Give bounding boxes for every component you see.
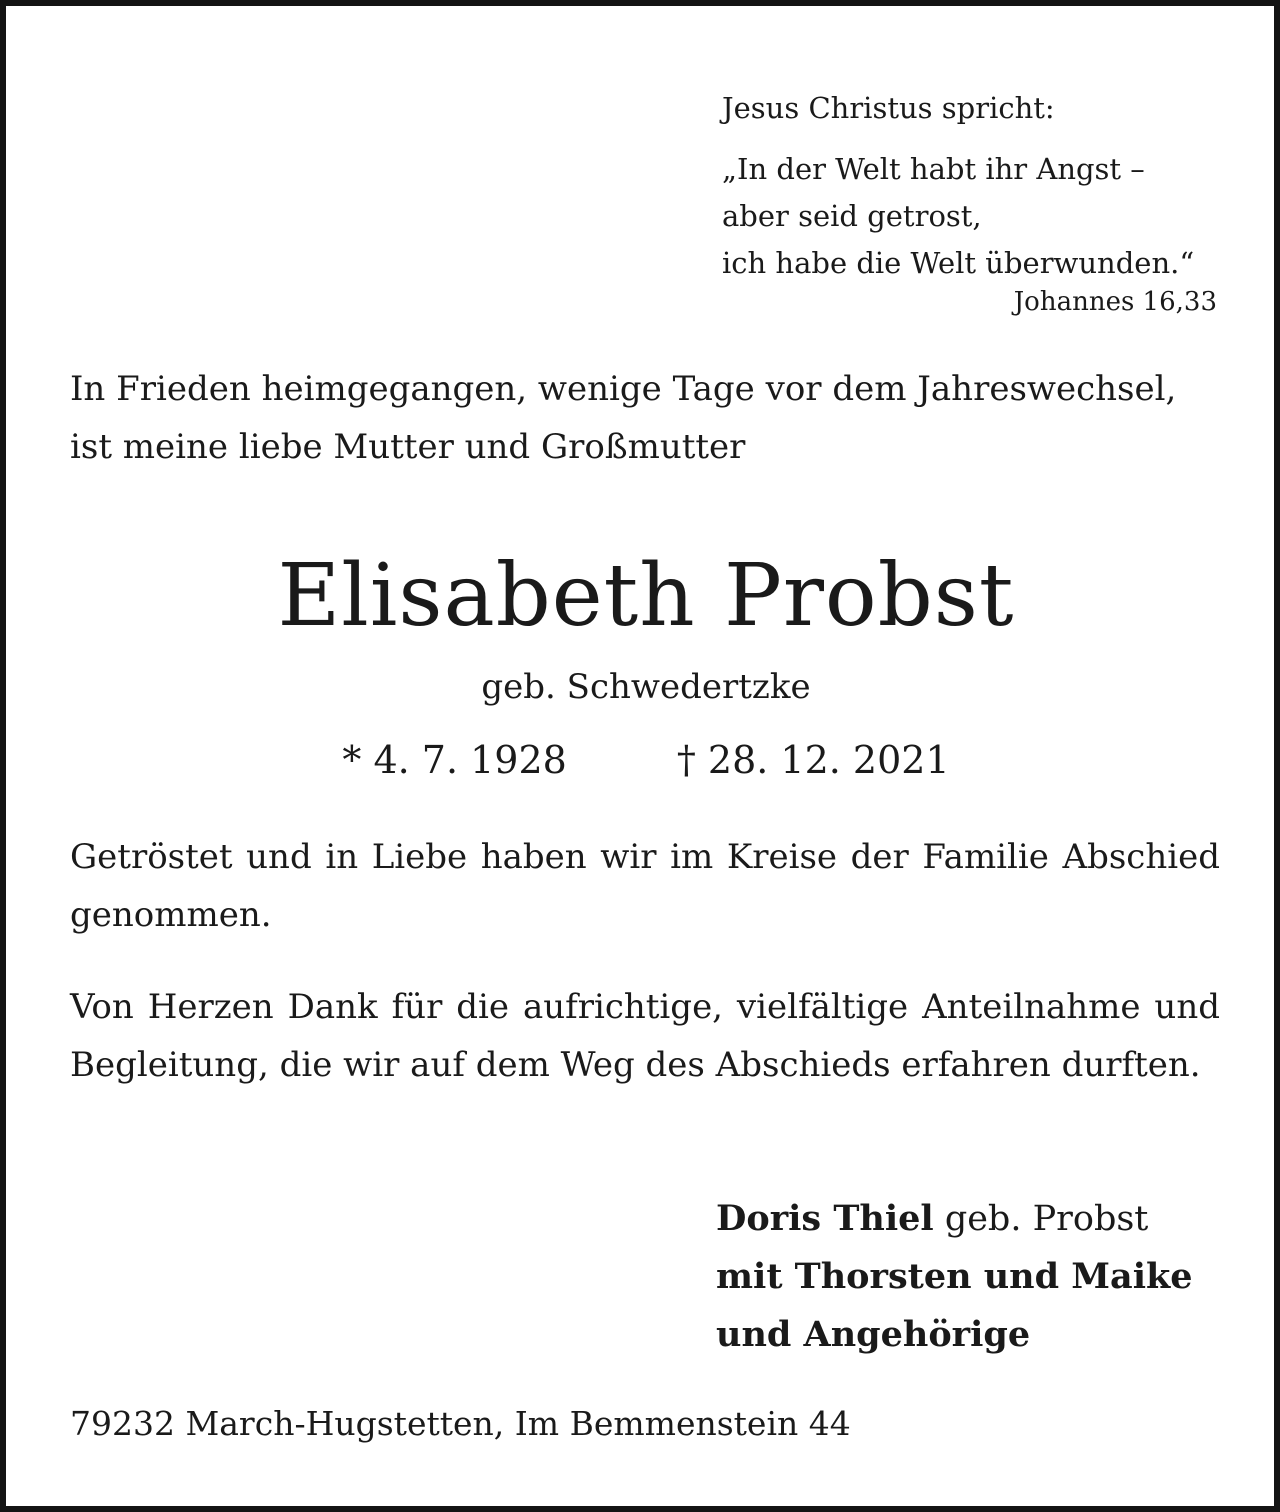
life-dates xyxy=(6,732,1280,788)
birth-name: geb. Schwedertzke xyxy=(481,667,811,707)
signatory-born-name: geb. Probst xyxy=(933,1199,1149,1239)
thanks-paragraph: Von Herzen Dank für die aufrichtige, vielfältige Anteilnahme und Begleitung, die wir auf dem Weg des Abschieds erfahren durften. xyxy=(70,987,1220,1085)
signatories xyxy=(716,1190,1236,1364)
signatory-line-2: mit Thorsten und Maike xyxy=(716,1256,1193,1297)
death-date: † 28. 12. 2021 xyxy=(676,738,950,782)
bible-verse xyxy=(722,84,1222,317)
signatory-name: Doris Thiel xyxy=(716,1198,934,1239)
verse-heading: Jesus Christus spricht: xyxy=(722,91,1055,125)
intro-line-1: In Frieden heimgegangen, wenige Tage vor dem Jahreswechsel, xyxy=(70,369,1177,409)
verse-line-3: ich habe die Welt überwunden.“ xyxy=(722,246,1195,280)
verse-line-2: aber seid getrost, xyxy=(722,199,982,233)
intro-line-2: ist meine liebe Mutter und Großmutter xyxy=(70,427,746,467)
farewell-paragraph: Getröstet und in Liebe haben wir im Kreise der Familie Abschied genommen. xyxy=(70,837,1220,935)
verse-reference: Johannes 16,33 xyxy=(1013,287,1217,317)
verse-line-1: „In der Welt habt ihr Angst – xyxy=(722,152,1145,186)
signatory-line-1 xyxy=(716,1190,1236,1248)
signatory-line-3: und Angehörige xyxy=(716,1314,1031,1355)
birth-date: * 4. 7. 1928 xyxy=(342,738,567,782)
deceased-name: Elisabeth Probst xyxy=(277,546,1015,646)
address: 79232 March-Hugstetten, Im Bemmenstein 44 xyxy=(70,1404,851,1443)
intro-text xyxy=(70,360,1220,476)
